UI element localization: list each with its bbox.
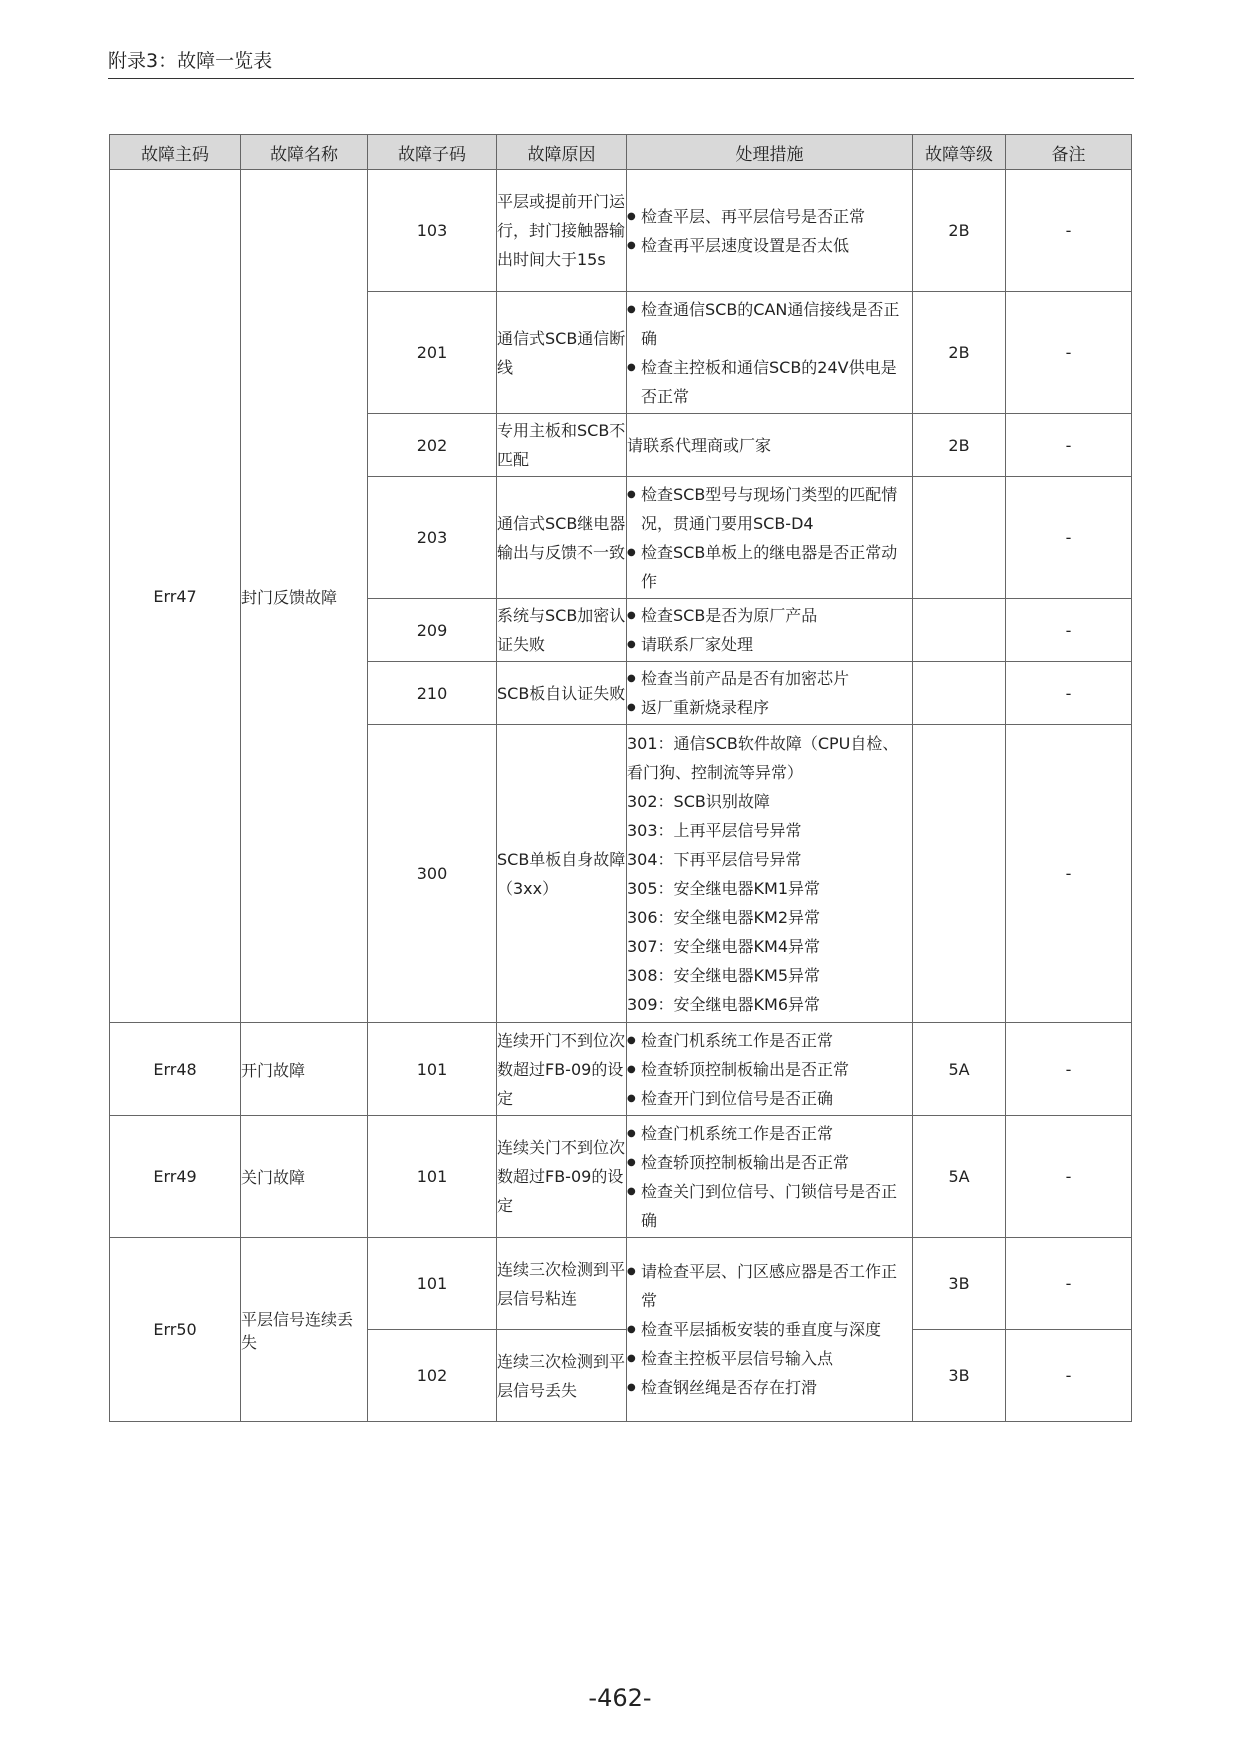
level-cell	[913, 477, 1006, 599]
cause-cell: 连续开门不到位次数超过FB-09的设定	[497, 1023, 627, 1116]
level-cell	[913, 662, 1006, 725]
measure-item: ● 检查关门到位信号、门锁信号是否正确	[627, 1177, 912, 1235]
level-cell: 3B	[913, 1330, 1006, 1422]
note-cell: -	[1006, 414, 1132, 477]
level-cell: 2B	[913, 414, 1006, 477]
measure-item: ● 检查平层插板安装的垂直度与深度	[627, 1315, 912, 1344]
measure-item: ● 检查SCB是否为原厂产品	[627, 601, 912, 630]
note-cell: -	[1006, 725, 1132, 1023]
measure-line: 307：安全继电器KM4异常	[627, 936, 821, 956]
cause-cell: SCB板自认证失败	[497, 662, 627, 725]
measure-item: ● 检查主控板和通信SCB的24V供电是否正常	[627, 353, 912, 411]
measure-cell	[627, 170, 913, 292]
page-header	[108, 48, 1134, 79]
table-header-row	[110, 135, 1132, 170]
page-number: -462-	[588, 1684, 652, 1712]
fault-name-cell: 开门故障	[241, 1023, 368, 1116]
measure-item: ● 请检查平层、门区感应器是否工作正常	[627, 1257, 912, 1315]
measure-line: 306：安全继电器KM2异常	[627, 907, 821, 927]
sub-code-cell: 210	[368, 662, 497, 725]
column-header: 处理措施	[627, 135, 913, 170]
note-cell: -	[1006, 292, 1132, 414]
column-header: 备注	[1006, 135, 1132, 170]
measure-cell	[627, 1116, 913, 1238]
sub-code-cell: 101	[368, 1116, 497, 1238]
note-cell: -	[1006, 662, 1132, 725]
cause-cell: 通信式SCB继电器输出与反馈不一致	[497, 477, 627, 599]
note-cell: -	[1006, 477, 1132, 599]
main-code-cell: Err50	[110, 1238, 241, 1422]
measure-item: ● 检查轿顶控制板输出是否正常	[627, 1148, 912, 1177]
sub-code-cell: 103	[368, 170, 497, 292]
page-header-title: 附录3：故障一览表	[108, 50, 273, 72]
measure-item: ● 检查再平层速度设置是否太低	[627, 231, 912, 260]
level-cell: 3B	[913, 1238, 1006, 1330]
measure-item: ● 请联系厂家处理	[627, 630, 912, 659]
measure-cell	[627, 292, 913, 414]
measure-item: ● 检查门机系统工作是否正常	[627, 1026, 912, 1055]
main-code-cell: Err48	[110, 1023, 241, 1116]
sub-code-cell: 300	[368, 725, 497, 1023]
table-row	[110, 1023, 1132, 1116]
measure-line: 309：安全继电器KM6异常	[627, 994, 821, 1014]
level-cell	[913, 725, 1006, 1023]
cause-cell: SCB单板自身故障（3xx）	[497, 725, 627, 1023]
level-cell	[913, 599, 1006, 662]
cause-cell: 通信式SCB通信断线	[497, 292, 627, 414]
table-row	[110, 1116, 1132, 1238]
measure-line: 304：下再平层信号异常	[627, 849, 802, 869]
column-header: 故障主码	[110, 135, 241, 170]
cause-cell: 系统与SCB加密认证失败	[497, 599, 627, 662]
fault-name-cell: 封门反馈故障	[241, 170, 368, 1023]
measure-item: ● 检查SCB单板上的继电器是否正常动作	[627, 538, 912, 596]
column-header: 故障子码	[368, 135, 497, 170]
measure-item: ● 检查平层、再平层信号是否正常	[627, 202, 912, 231]
sub-code-cell: 101	[368, 1238, 497, 1330]
measure-line: 308：安全继电器KM5异常	[627, 965, 821, 985]
column-header: 故障原因	[497, 135, 627, 170]
column-header: 故障等级	[913, 135, 1006, 170]
table-row	[110, 1238, 1132, 1330]
level-cell: 5A	[913, 1116, 1006, 1238]
cause-cell: 平层或提前开门运行，封门接触器输出时间大于15s	[497, 170, 627, 292]
sub-code-cell: 203	[368, 477, 497, 599]
measure-cell: 请联系代理商或厂家	[627, 414, 913, 477]
measure-item: ● 检查开门到位信号是否正确	[627, 1084, 912, 1113]
measure-line: 302：SCB识别故障	[627, 791, 770, 811]
measure-item: ● 检查SCB型号与现场门类型的匹配情况，贯通门要用SCB-D4	[627, 480, 912, 538]
measure-cell	[627, 662, 913, 725]
measure-line: 301：通信SCB软件故障（CPU自检、看门狗、控制流等异常）	[627, 733, 899, 782]
table-row	[110, 170, 1132, 292]
note-cell: -	[1006, 1330, 1132, 1422]
measure-item: ● 检查通信SCB的CAN通信接线是否正确	[627, 295, 912, 353]
note-cell: -	[1006, 599, 1132, 662]
note-cell: -	[1006, 1116, 1132, 1238]
main-code-cell: Err47	[110, 170, 241, 1023]
measure-cell	[627, 599, 913, 662]
sub-code-cell: 202	[368, 414, 497, 477]
measure-item: ● 检查门机系统工作是否正常	[627, 1119, 912, 1148]
level-cell: 2B	[913, 292, 1006, 414]
cause-cell: 连续三次检测到平层信号丢失	[497, 1330, 627, 1422]
main-code-cell: Err49	[110, 1116, 241, 1238]
measure-item: ● 检查轿顶控制板输出是否正常	[627, 1055, 912, 1084]
measure-item: ● 检查主控板平层信号输入点	[627, 1344, 912, 1373]
measure-item: ● 返厂重新烧录程序	[627, 693, 912, 722]
sub-code-cell: 201	[368, 292, 497, 414]
measure-cell	[627, 477, 913, 599]
measure-cell	[627, 1023, 913, 1116]
fault-table	[109, 134, 1132, 1422]
sub-code-cell: 101	[368, 1023, 497, 1116]
cause-cell: 专用主板和SCB不匹配	[497, 414, 627, 477]
sub-code-cell: 102	[368, 1330, 497, 1422]
cause-cell: 连续关门不到位次数超过FB-09的设定	[497, 1116, 627, 1238]
note-cell: -	[1006, 170, 1132, 292]
cause-cell: 连续三次检测到平层信号粘连	[497, 1238, 627, 1330]
measure-cell	[627, 1238, 913, 1422]
fault-name-cell: 关门故障	[241, 1116, 368, 1238]
note-cell: -	[1006, 1238, 1132, 1330]
level-cell: 2B	[913, 170, 1006, 292]
measure-item: ● 检查当前产品是否有加密芯片	[627, 664, 912, 693]
sub-code-cell: 209	[368, 599, 497, 662]
measure-line: 305：安全继电器KM1异常	[627, 878, 821, 898]
measure-item: ● 检查钢丝绳是否存在打滑	[627, 1373, 912, 1402]
fault-name-cell: 平层信号连续丢失	[241, 1238, 368, 1422]
note-cell: -	[1006, 1023, 1132, 1116]
measure-cell	[627, 725, 913, 1023]
level-cell: 5A	[913, 1023, 1006, 1116]
measure-line: 303：上再平层信号异常	[627, 820, 802, 840]
column-header: 故障名称	[241, 135, 368, 170]
